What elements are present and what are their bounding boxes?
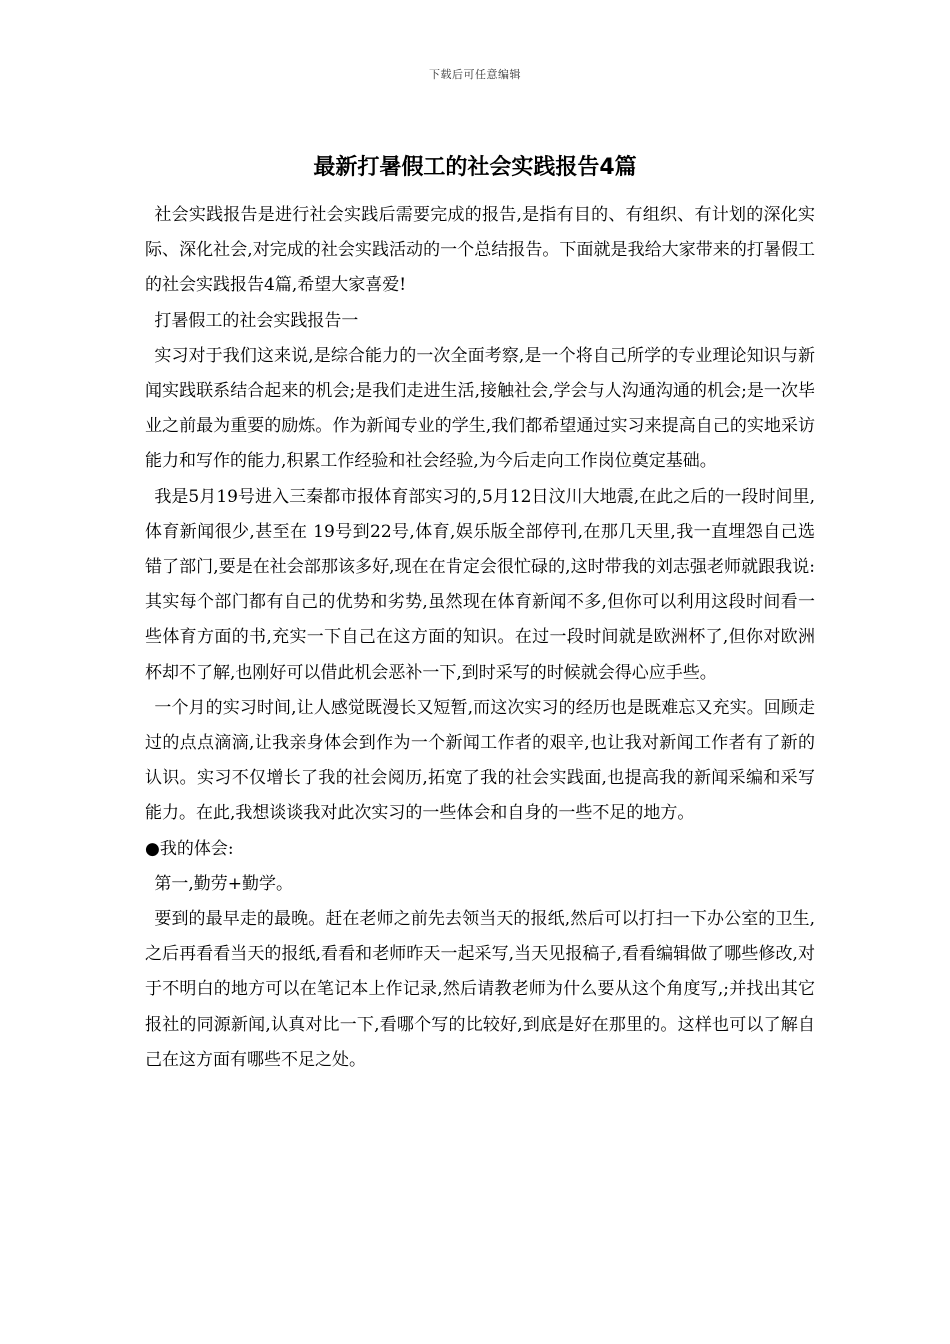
subheading-first: 第一,勤劳+勤学。	[154, 873, 293, 894]
paragraph: 我是5月19号进入三秦都市报体育部实习的,5月12日汶川大地震,在此之后的一段时间里,体育新闻很少,甚至在 19号到22号,体育,娱乐版全部停刊,在那几天里,我一直埋怨自己选错了部门,要是在社会部那该多好,现在在肯定会很忙碌的,这时带我的刘志强老师就跟我说: 其实每个部门都有自己的优势和劣势,虽然现在体育新闻不多,但你可以利用这段时间看一些体育方面的书,充实一下自己在这方面的知识。在过一段时间就是欧洲杯了,但你对欧洲杯却不了解,也刚好可以借此机会恶补一下,到时采写的时候就会得心应手些。	[145, 486, 815, 683]
paragraph: 要到的最早走的最晚。赶在老师之前先去领当天的报纸,然后可以打扫一下办公室的卫生,之后再看看当天的报纸,看看和老师昨天一起采写,当天见报稿子,看看编辑做了哪些修改,对于不明白的地方可以在笔记本上作记录,然后请教老师为什么要从这个角度写,;并找出其它报社的同源新闻,认真对比一下,看哪个写的比较好,到底是好在那里的。这样也可以了解自己在这方面有哪些不足之处。	[145, 909, 815, 1070]
paragraph: 实习对于我们这来说,是综合能力的一次全面考察,是一个将自己所学的专业理论知识与新闻实践联系结合起来的机会;是我们走进生活,接触社会,学会与人沟通沟通的机会;是一次毕业之前最为重要的励炼。作为新闻专业的学生,我们都希望通过实习来提高自己的实地采访能力和写作的能力,积累工作经验和社会经验,为今后走向工作岗位奠定基础。	[145, 345, 815, 472]
document-body	[145, 198, 815, 1078]
paragraph-intro: 社会实践报告是进行社会实践后需要完成的报告,是指有目的、有组织、有计划的深化实际、深化社会,对完成的社会实践活动的一个总结报告。下面就是我给大家带来的打暑假工的社会实践报告4篇,希望大家喜爱!	[145, 205, 815, 296]
bullet-heading-experience: ●我的体会:	[145, 838, 234, 859]
paragraph: 一个月的实习时间,让人感觉既漫长又短暂,而这次实习的经历也是既难忘又充实。回顾走过的点点滴滴,让我亲身体会到作为一个新闻工作者的艰辛,也让我对新闻工作者有了新的认识。实习不仅增长了我的社会阅历,拓宽了我的社会实践面,也提高我的新闻采编和采写能力。在此,我想谈谈我对此次实习的一些体会和自身的一些不足的地方。	[145, 697, 815, 824]
section-heading-report-one: 打暑假工的社会实践报告一	[154, 310, 359, 331]
header-note: 下载后可任意编辑	[429, 68, 521, 81]
document-title: 最新打暑假工的社会实践报告4篇	[313, 155, 637, 180]
